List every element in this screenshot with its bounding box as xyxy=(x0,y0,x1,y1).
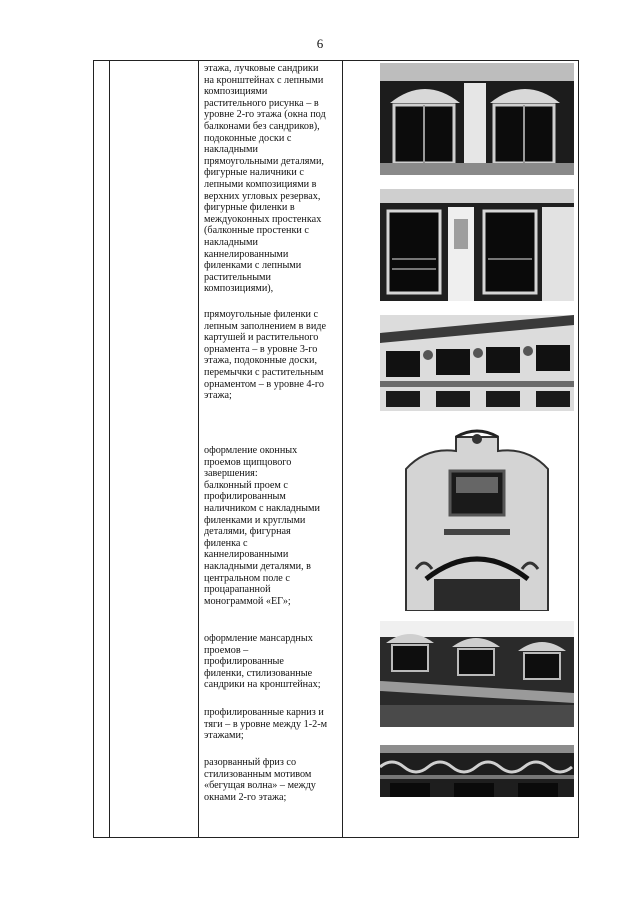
description-line: проемов щипцового xyxy=(204,456,292,468)
column-divider xyxy=(342,61,343,837)
description-line: композициями), xyxy=(204,283,274,295)
description-line: наличником с накладными xyxy=(204,502,320,514)
description-line: процарапанной xyxy=(204,584,271,596)
description-line: композициями xyxy=(204,86,268,98)
description-item xyxy=(204,445,340,607)
facade-photo-icon xyxy=(380,745,574,797)
description-line: растительного рисунка – в xyxy=(204,97,319,109)
description-line: проемов – xyxy=(204,644,249,656)
description-line: орнаментом – в уровне 4-го xyxy=(204,378,324,390)
description-line: лепным заполнением в виде xyxy=(204,320,326,332)
description-item xyxy=(204,707,340,742)
description-line: (балконные простенки с xyxy=(204,225,309,237)
description-line: накладными xyxy=(204,236,258,248)
facade-photo-icon xyxy=(380,621,574,727)
description-line: междуоконных простенках xyxy=(204,213,322,225)
description-line: деталями, фигурная xyxy=(204,526,291,538)
description-line: фигурные наличники с xyxy=(204,167,304,179)
description-line: оформление оконных xyxy=(204,445,298,456)
description-line: филенка с xyxy=(204,537,248,549)
description-line: этажами; xyxy=(204,730,244,742)
description-line: растительными xyxy=(204,271,271,283)
photo-mansard-windows xyxy=(380,621,574,727)
description-line: картушей и растительного xyxy=(204,332,319,344)
description-line: этажа, лучковые сандрики xyxy=(204,63,319,74)
description-line: профилированным xyxy=(204,491,286,503)
photo-gable-balcony xyxy=(386,429,568,611)
photo-windows-second-floor xyxy=(380,63,574,175)
description-line: центральном поле с xyxy=(204,572,290,584)
page-number: 6 xyxy=(316,36,324,51)
facade-photo-icon xyxy=(386,429,568,611)
description-line: этажа; xyxy=(204,390,232,402)
description-line: уровне 2-го этажа (окна под xyxy=(204,109,326,121)
description-line: балконами без сандриков), xyxy=(204,120,320,132)
description-line: балконный проем с xyxy=(204,479,288,491)
description-line: разорванный фриз со xyxy=(204,757,297,768)
description-line: прямоугольные филенки с xyxy=(204,309,319,320)
description-line: «бегущая волна» – между xyxy=(204,780,316,792)
description-line: филенками с лепными xyxy=(204,260,302,272)
column-divider xyxy=(198,61,199,837)
description-line: орнамента – в уровне 3-го xyxy=(204,343,318,355)
facade-photo-icon xyxy=(380,189,574,301)
description-line: этажа, подоконные доски, xyxy=(204,355,317,367)
photo-third-floor-panels xyxy=(380,315,574,411)
description-line: на кронштейнах с лепными xyxy=(204,74,324,86)
description-item xyxy=(204,633,340,691)
description-line: накладными xyxy=(204,144,258,156)
description-item xyxy=(204,757,340,803)
description-line: стилизованным мотивом xyxy=(204,768,312,780)
description-line: профилированные xyxy=(204,656,284,668)
description-line: прямоугольными деталями, xyxy=(204,155,324,167)
description-line: лепными композициями в xyxy=(204,178,317,190)
description-line: верхних угловых резервах, xyxy=(204,190,321,202)
description-line: накладными деталями, в xyxy=(204,560,311,572)
description-line: окнами 2-го этажа; xyxy=(204,791,287,803)
column-divider xyxy=(109,61,110,837)
description-line: каннелированными xyxy=(204,248,289,260)
description-line: филенками и круглыми xyxy=(204,514,306,526)
description-item xyxy=(204,309,340,402)
photo-balcony-piers xyxy=(380,189,574,301)
description-line: филенки, стилизованные xyxy=(204,667,313,679)
description-line: завершения: xyxy=(204,468,258,480)
photo-frieze xyxy=(380,745,574,797)
description-line: фигурные филенки в xyxy=(204,202,295,214)
description-item xyxy=(204,63,340,295)
description-line: профилированные карниз и xyxy=(204,707,324,718)
description-line: подоконные доски с xyxy=(204,132,292,144)
description-line: перемычки с растительным xyxy=(204,366,324,378)
description-line: тяги – в уровне между 1-2-м xyxy=(204,718,328,730)
description-line: монограммой «ЕГ»; xyxy=(204,595,291,607)
description-line: каннелированными xyxy=(204,549,289,561)
facade-photo-icon xyxy=(380,315,574,411)
description-line: оформление мансардных xyxy=(204,633,313,644)
document-table xyxy=(93,60,579,838)
facade-photo-icon xyxy=(380,63,574,175)
description-line: сандрики на кронштейнах; xyxy=(204,679,321,691)
